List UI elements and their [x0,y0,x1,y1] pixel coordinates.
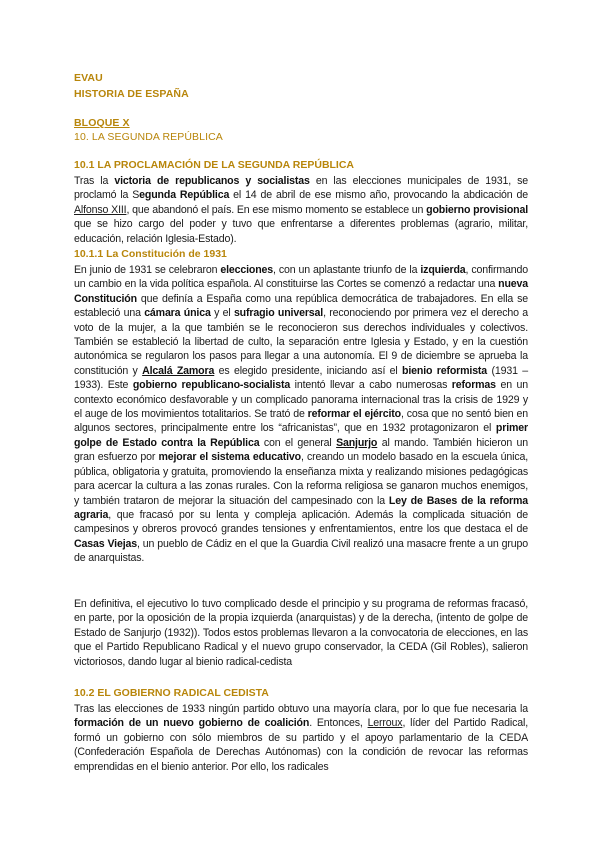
emphasis-text: izquierda [420,264,466,276]
body-text: , un pueblo de Cádiz en el que la Guardia Civil realizó una masacre frente a un grupo de anarquistas. [74,537,528,565]
emphasis-text: reformar el ejército [307,408,401,421]
emphasis-text: Ley de Bases de la reforma agraria [74,494,528,521]
emphasis-text: formación de un nuevo gobierno de coalición [74,717,310,730]
emphasis-text: gobierno provisional [426,203,528,216]
body-text: , líder del Partido Radical, formó un gobierno con sólo miembros de su partido y el apoyo parlamentario de la CEDA (Confederación Española de Derechas Autónomas) con la condición de revocar las reformas emprendidas en el bienio anterior. Por ello, los radicales [74,717,528,773]
emphasis-text: mejorar el sistema educativo [158,451,301,464]
section-2-paragraph-1 [74,702,528,774]
emphasis-text: gobierno republicano-socialista [132,379,291,392]
body-text: intentó llevar a cabo numerosas [290,379,452,392]
body-text: en un contexto económico desfavorable y un complicado panorama internacional tras la crisis de 1929 y el auge de los movimientos totalitarios. Se trató de [74,379,529,421]
body-text: , con un aplastante triunfo de la [273,264,421,276]
subsection-heading: 10.1.1 La Constitución de 1931 [74,248,227,260]
body-text: . Entonces, [309,717,368,730]
body-text: Lerroux [367,717,403,730]
emphasis-text: elecciones [220,264,274,276]
body-text: que se hizo cargo del poder y tuvo que enfrentarse a diferentes problemas (agrario, militar, educación, relación Iglesia-Estado). [74,218,528,245]
emphasis-text: reformas [451,379,496,392]
emphasis-text: Casas Viejas [74,537,137,550]
emphasis-text: nueva Constitución [74,278,528,305]
section-1-heading: 10.1 LA PROCLAMACIÓN DE LA SEGUNDA REPÚBLICA [74,159,355,171]
body-text: el 14 de abril de ese mismo año, provocando la abdicación de [229,189,528,202]
section-1-paragraph-1 [74,174,528,246]
section-1-paragraph-3 [74,597,528,669]
body-text: , creando un modelo basado en la escuela única, pública, obligatoria y gratuita, promoviendo la enseñanza mixta y realizando misiones pedagógicas para acercar la cultura a las zonas rurales. Con la reforma religiosa se ganaron muchos enemigos, y también trataron de mejorar la situación del campesinado con la [74,451,528,507]
body-text: es elegido presidente, iniciando así el [214,364,403,377]
section-2-heading: 10.2 EL GOBIERNO RADICAL CEDISTA [74,687,269,699]
body-text: que definía a España como una república democrática de trabajadores. En ella se estableció una [74,292,528,320]
emphasis-text: victoria de republicanos y socialistas [114,175,310,187]
body-text: al mando. También hicieron un gran esfuerzo por [74,436,529,464]
emphasis-text: Alcalá Zamora [142,364,215,377]
emphasis-text: egunda República [139,189,230,202]
body-text: , que abandonó el país. En ese mismo momento se establece un [126,203,427,216]
emphasis-text: sufragio universal [233,307,324,320]
body-text: y el [210,307,234,320]
body-text: Tras la [74,175,115,187]
body-text: en las elecciones municipales de 1931, se proclamó la S [74,175,529,202]
body-text: , cosa que no sentó bien en algunos sectores, principalmente entre los “africanistas”, que en 1932 protagonizaron el [74,408,528,435]
body-text: En definitiva, el ejecutivo lo tuvo complicado desde el principio y su programa de reformas fracasó, en parte, por la oposición de la propia izquierda (anarquistas) y de la derecha, (intento de golpe de Estado de Sanjurjo (1932)). Todos estos problemas llevaron a la convocatoria de elecciones, en las que el Partido Republicano Radical y el nuevo grupo conservador, la CEDA (Gil Robles), salieron victoriosos, dando lugar al bienio radical-cedista [74,598,528,668]
body-text: , reconociendo por primera vez el derecho a voto de la mujer, a la que también se le reconocieron sus derechos individuales y colectivos. También se estableció la libertad de culto, la separación entre Iglesia y Estado, y en la cuestión autonómica se regularon los pasos para llegar a una autonomía. El 9 de diciembre se aprueba la constitución y [74,307,528,377]
section-1-paragraph-2 [74,263,528,566]
unit-title: 10. LA SEGUNDA REPÚBLICA [74,131,223,143]
body-text: con el general [259,436,337,449]
body-text: , confirmando un cambio en la vida política española. Al constituirse las Cortes se comenzó a redactar una [74,264,529,291]
subject-title: HISTORIA DE ESPAÑA [74,88,189,100]
emphasis-text: bienio reformista [402,364,488,377]
body-text: Alfonso XIII [74,203,127,216]
body-text: Tras las elecciones de 1933 ningún partido obtuvo una mayoría clara, por lo que fue necesaria la [74,703,528,715]
emphasis-text: primer golpe de Estado contra la República [74,422,528,449]
exam-label: EVAU [74,72,103,84]
body-text: (1931 – 1933). Este [74,364,528,392]
emphasis-text: Sanjurjo [336,436,378,449]
body-text: En junio de 1931 se celebraron [74,264,221,276]
block-label: BLOQUE X [74,117,130,129]
emphasis-text: cámara única [144,307,211,320]
body-text: , que fracasó por su lenta y compleja aplicación. Además la complicada situación de campesinos y obreros provocó grandes tensiones y enfrentamientos, entre los que destaca el de [74,508,528,536]
